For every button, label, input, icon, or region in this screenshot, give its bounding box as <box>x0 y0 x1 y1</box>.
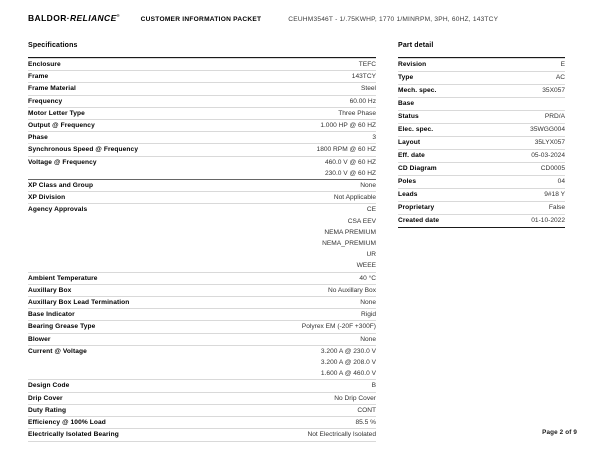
logo-brand-left: BALDOR <box>28 13 67 23</box>
part-detail-value: 35LYX057 <box>534 139 565 146</box>
part-detail-label: Created date <box>398 217 440 224</box>
spec-row <box>28 333 376 345</box>
logo-separator-dot: · <box>66 13 70 23</box>
part-detail-row <box>398 188 565 201</box>
spec-value: 85.5 % <box>355 419 376 427</box>
spec-row <box>28 156 376 179</box>
spec-row <box>28 143 376 155</box>
spec-row <box>28 131 376 143</box>
spec-label: Output @ Frequency <box>28 122 95 130</box>
spec-value: 3 <box>372 134 376 142</box>
spec-value: TEFC <box>358 61 376 68</box>
part-detail-value: 35X057 <box>542 87 565 94</box>
spec-row <box>28 107 376 119</box>
part-detail-value: CD0005 <box>540 165 565 172</box>
spec-row <box>28 284 376 296</box>
spec-row <box>28 203 376 271</box>
spec-row <box>28 404 376 416</box>
spec-label: Frame <box>28 73 49 81</box>
product-description: CEUHM3546T - 1/.75KWHP, 1770 1/MINRPM, 3PH, 60HZ, 143TCY <box>288 16 499 23</box>
spec-row <box>28 379 376 391</box>
part-detail-row <box>398 136 565 149</box>
part-detail-section <box>398 40 565 228</box>
part-detail-value: 01-10-2022 <box>531 217 565 224</box>
part-detail-value: 35WGG004 <box>530 126 565 133</box>
page-indicator: Page 2 of 9 <box>542 429 577 436</box>
spec-label: Duty Rating <box>28 406 67 414</box>
part-detail-value: E <box>560 61 565 68</box>
spec-label: Ambient Temperature <box>28 274 98 282</box>
part-detail-label: Revision <box>398 61 427 68</box>
spec-value: Polyrex EM (-20F +300F) <box>301 323 376 331</box>
spec-label: Agency Approvals <box>28 206 88 214</box>
part-detail-row <box>398 162 565 175</box>
spec-label: XP Class and Group <box>28 182 94 190</box>
part-detail-value: AC <box>555 74 565 81</box>
part-detail-row <box>398 110 565 123</box>
spec-label: XP Division <box>28 194 66 202</box>
part-detail-label: Status <box>398 113 419 120</box>
spec-row <box>28 428 376 440</box>
logo-brand-right: RELIANCE <box>70 13 117 23</box>
part-detail-label: Leads <box>398 191 418 198</box>
spec-value: 40 °C <box>359 274 376 282</box>
part-detail-heading: Part detail <box>398 42 434 49</box>
document-footer <box>542 429 577 436</box>
part-detail-label: Elec. spec. <box>398 126 434 133</box>
spec-value: 1800 RPM @ 60 HZ <box>316 146 376 154</box>
spec-row <box>28 308 376 320</box>
part-detail-row <box>398 58 565 71</box>
spec-row <box>28 296 376 308</box>
part-detail-row <box>398 97 565 110</box>
spec-label: Design Code <box>28 382 70 390</box>
part-detail-label: Base <box>398 100 415 107</box>
spec-row <box>28 345 376 380</box>
spec-value: No Drip Cover <box>334 394 376 402</box>
spec-label: Motor Letter Type <box>28 109 85 117</box>
part-detail-value: 9#18 Y <box>544 191 565 198</box>
spec-value: Not Applicable <box>333 194 376 202</box>
specifications-section <box>28 40 376 442</box>
spec-value: B <box>371 382 376 390</box>
spec-row <box>28 58 376 70</box>
spec-label: Frequency <box>28 97 63 105</box>
part-detail-label: Mech. spec. <box>398 87 437 94</box>
spec-label: Drip Cover <box>28 394 63 402</box>
part-detail-label: Eff. date <box>398 152 425 159</box>
spec-label: Base Indicator <box>28 311 75 319</box>
part-detail-label: Type <box>398 74 414 81</box>
spec-label: Frame Material <box>28 85 76 93</box>
specifications-heading: Specifications <box>28 42 78 49</box>
spec-value: 3.200 A @ 230.0 V 3.200 A @ 208.0 V 1.600 A @ 460.0 V <box>320 347 376 378</box>
spec-row <box>28 179 376 191</box>
spec-value: No Auxillary Box <box>327 286 376 294</box>
spec-value: None <box>360 299 376 307</box>
part-detail-label: Poles <box>398 178 417 185</box>
spec-label: Phase <box>28 134 48 142</box>
spec-label: Auxillary Box Lead Termination <box>28 299 130 307</box>
part-detail-value: 05-03-2024 <box>531 152 565 159</box>
spec-label: Voltage @ Frequency <box>28 158 97 166</box>
spec-value: 143TCY <box>351 73 376 81</box>
part-detail-value: PRD/A <box>544 113 565 120</box>
part-detail-value: 04 <box>557 178 565 185</box>
part-detail-value: False <box>548 204 565 211</box>
spec-value: 460.0 V @ 60 HZ 230.0 V @ 60 HZ <box>324 158 376 177</box>
part-detail-row <box>398 84 565 97</box>
part-detail-label: CD Diagram <box>398 165 437 172</box>
part-detail-row <box>398 71 565 84</box>
spec-value: 1.000 HP @ 60 HZ <box>320 122 376 130</box>
spec-row <box>28 191 376 203</box>
spec-value: Not Electrically Isolated <box>307 431 376 439</box>
registered-trademark-icon: ® <box>116 13 120 19</box>
spec-label: Blower <box>28 335 51 343</box>
document-title: CUSTOMER INFORMATION PACKET <box>140 16 262 23</box>
spec-row <box>28 320 376 332</box>
spec-value: CONT <box>357 406 376 414</box>
spec-row <box>28 82 376 94</box>
document-header <box>28 13 580 23</box>
part-detail-row <box>398 175 565 188</box>
content-area <box>28 40 565 442</box>
spec-row <box>28 392 376 404</box>
part-detail-row <box>398 201 565 214</box>
specifications-table <box>28 57 376 442</box>
spec-label: Current @ Voltage <box>28 347 87 355</box>
spec-row <box>28 70 376 82</box>
part-detail-table <box>398 57 565 228</box>
part-detail-row <box>398 149 565 162</box>
spec-label: Bearing Grease Type <box>28 323 96 331</box>
spec-label: Electrically Isolated Bearing <box>28 431 119 439</box>
spec-row <box>28 272 376 284</box>
spec-label: Enclosure <box>28 61 61 68</box>
spec-value: 60.00 Hz <box>349 97 376 105</box>
spec-row <box>28 119 376 131</box>
spec-row <box>28 416 376 428</box>
spec-label: Synchronous Speed @ Frequency <box>28 146 139 154</box>
part-detail-row <box>398 214 565 227</box>
part-detail-label: Layout <box>398 139 421 146</box>
spec-value: None <box>360 182 376 190</box>
baldor-reliance-logo <box>28 13 120 23</box>
spec-value: Steel <box>360 85 376 93</box>
spec-row <box>28 95 376 107</box>
part-detail-row <box>398 123 565 136</box>
spec-value: CE CSA EEV NEMA PREMIUM NEMA_PREMIUM UR WEEE <box>322 206 376 270</box>
part-detail-label: Proprietary <box>398 204 435 211</box>
spec-value: Three Phase <box>338 109 376 117</box>
spec-value: Rigid <box>360 311 376 319</box>
spec-value: None <box>360 335 376 343</box>
spec-label: Efficiency @ 100% Load <box>28 419 106 427</box>
spec-label: Auxillary Box <box>28 286 72 294</box>
